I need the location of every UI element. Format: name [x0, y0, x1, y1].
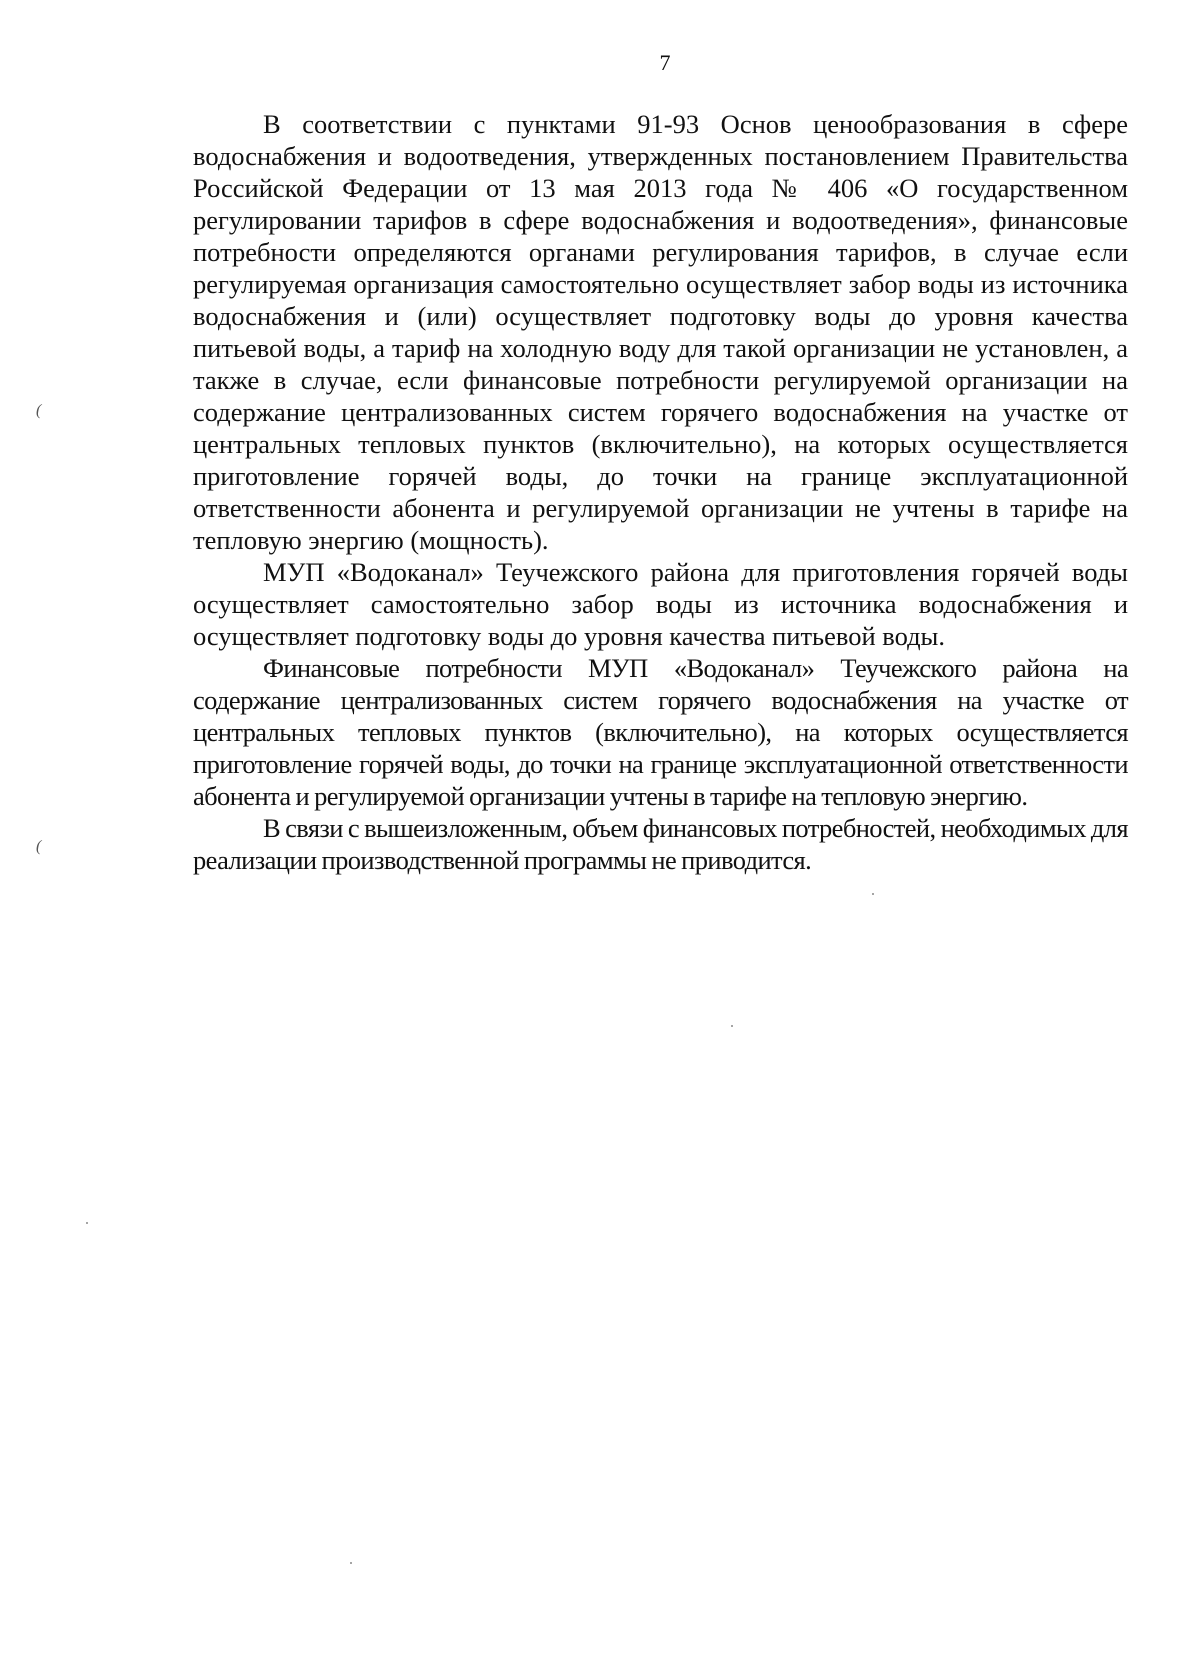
- margin-mark: (: [36, 402, 42, 419]
- page-number: 7: [659, 50, 671, 75]
- paragraph-conclusion: В связи с вышеизложенным, объем финансовых потребностей, необходимых для реализации производственной программы не приводится.: [193, 813, 1128, 875]
- scan-speck: [872, 893, 874, 895]
- paragraph-legal-basis: В соответствии с пунктами 91-93 Основ ценообразования в сфере водоснабжения и водоотведения, утвержденных постановлением Правительства Российской Федерации от 13 мая 2013 года № 406 «О государственном регулировании тарифов в сфере водоснабжения и водоотведения», финансовые потребности определяются органами регулирования тарифов, в случае если регулируемая организация самостоятельно осуществляет забор воды из источника водоснабжения и (или) осуществляет подготовку воды до уровня качества питьевой воды, а тариф на холодную воду для такой организации не установлен, а также в случае, если финансовые потребности регулируемой организации на содержание централизованных систем горячего водоснабжения на участке от центральных тепловых пунктов (включительно), на которых осуществляется приготовление горячей воды, до точки на границе эксплуатационной ответственности абонента и регулируемой организации не учтены в тарифе на тепловую энергию (мощность).: [193, 109, 1128, 555]
- scan-speck: [86, 1222, 88, 1224]
- scan-speck: [731, 1025, 733, 1027]
- document-body: [193, 108, 1128, 876]
- scan-speck: [350, 1562, 352, 1564]
- paragraph-vodokanal-supply: МУП «Водоканал» Теучежского района для приготовления горячей воды осуществляет самостоятельно забор воды из источника водоснабжения и осуществляет подготовку воды до уровня качества питьевой воды.: [193, 557, 1128, 651]
- margin-mark: (: [36, 838, 42, 855]
- paragraph-financial-needs: Финансовые потребности МУП «Водоканал» Теучежского района на содержание централизованных систем горячего водоснабжения на участке от центральных тепловых пунктов (включительно), на которых осуществляется приготовление горячей воды, до точки на границе эксплуатационной ответственности абонента и регулируемой организации учтены в тарифе на тепловую энергию.: [193, 653, 1128, 811]
